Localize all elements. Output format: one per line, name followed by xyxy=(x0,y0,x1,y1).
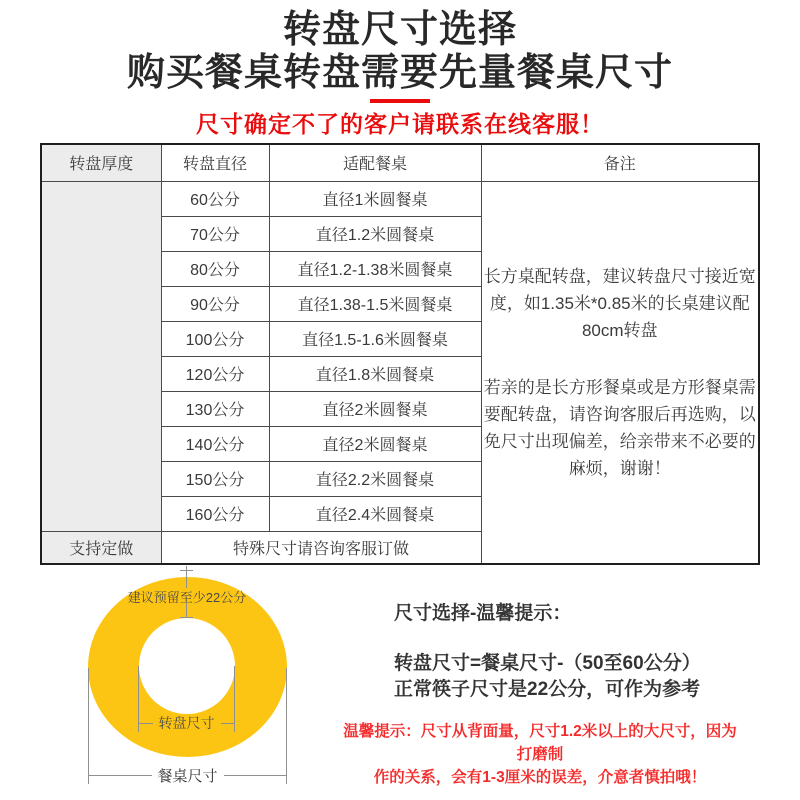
fit-cell: 直径2米圆餐桌 xyxy=(269,391,481,426)
diameter-cell: 70公分 xyxy=(161,216,269,251)
fit-cell: 直径2.4米圆餐桌 xyxy=(269,496,481,531)
tips-heading: 尺寸选择-温馨提示： xyxy=(394,603,572,624)
col-header-remarks: 备注 xyxy=(481,144,759,181)
col-header-thickness: 转盘厚度 xyxy=(41,144,161,181)
diameter-cell: 130公分 xyxy=(161,391,269,426)
tips-reference: 正常筷子尺寸是22公分，可作为参考 xyxy=(394,679,701,700)
diameter-cell: 140公分 xyxy=(161,426,269,461)
dimension-segment xyxy=(138,723,153,724)
fit-cell: 直径1.38-1.5米圆餐桌 xyxy=(269,286,481,321)
remarks-note-2: 若亲的是长方形餐桌或是方形餐桌需要配转盘，请咨询客服后再选购，以免尺寸出现偏差，给亲带来不必要的麻烦，谢谢！ xyxy=(483,377,756,478)
dimension-segment xyxy=(221,723,236,724)
red-divider xyxy=(370,99,430,103)
table-row xyxy=(41,181,759,216)
remarks-note-1: 长方桌配转盘，建议转盘尺寸接近宽度，如1.35米*0.85米的长桌建议配80cm转盘 xyxy=(483,266,756,340)
turntable-size-dimension xyxy=(138,714,235,732)
col-header-diameter: 转盘直径 xyxy=(161,144,269,181)
turntable-size-label: 转盘尺寸 xyxy=(158,715,215,731)
measurement-warning xyxy=(338,720,742,789)
fit-cell: 直径1.8米圆餐桌 xyxy=(269,356,481,391)
diameter-cell: 160公分 xyxy=(161,496,269,531)
contact-service-note: 尺寸确定不了的客户请联系在线客服！ xyxy=(196,111,604,137)
custom-make-label: 支持定做 xyxy=(41,531,161,564)
dimension-segment xyxy=(224,775,288,776)
col-header-table-fit: 适配餐桌 xyxy=(269,144,481,181)
thickness-merged-cell xyxy=(41,181,161,531)
table-size-dimension xyxy=(88,765,287,785)
diameter-cell: 90公分 xyxy=(161,286,269,321)
remarks-cell xyxy=(481,181,759,564)
fit-cell: 直径2米圆餐桌 xyxy=(269,426,481,461)
fit-cell: 直径2.2米圆餐桌 xyxy=(269,461,481,496)
reserve-space-label: 建议预留至少22公分 xyxy=(127,590,247,605)
custom-make-value: 特殊尺寸请咨询客服订做 xyxy=(161,531,481,564)
page-title: 转盘尺寸选择 xyxy=(282,9,517,51)
warning-line-2: 作的关系，会有1-3厘米的误差，介意者慎拍哦！ xyxy=(373,769,707,786)
diameter-cell: 60公分 xyxy=(161,181,269,216)
fit-cell: 直径1.2米圆餐桌 xyxy=(269,216,481,251)
fit-cell: 直径1.5-1.6米圆餐桌 xyxy=(269,321,481,356)
tips-formula: 转盘尺寸=餐桌尺寸-（50至60公分） xyxy=(394,653,701,674)
dimension-tick-top-inner xyxy=(180,617,193,618)
diameter-cell: 100公分 xyxy=(161,321,269,356)
dimension-segment xyxy=(88,775,152,776)
dimension-tick-top-outer xyxy=(180,570,193,571)
diameter-cell: 120公分 xyxy=(161,356,269,391)
fit-cell: 直径1.2-1.38米圆餐桌 xyxy=(269,251,481,286)
turntable-ring-hole xyxy=(139,618,235,714)
fit-cell: 直径1米圆餐桌 xyxy=(269,181,481,216)
size-table xyxy=(40,143,760,565)
warning-line-1: 温馨提示：尺寸从背面量，尺寸1.2米以上的大尺寸，因为打磨制 xyxy=(343,723,737,763)
table-size-label: 餐桌尺寸 xyxy=(157,767,218,785)
diameter-cell: 150公分 xyxy=(161,461,269,496)
page-title-line2: 购买餐桌转盘需要先量餐桌尺寸 xyxy=(126,52,673,94)
diameter-cell: 80公分 xyxy=(161,251,269,286)
